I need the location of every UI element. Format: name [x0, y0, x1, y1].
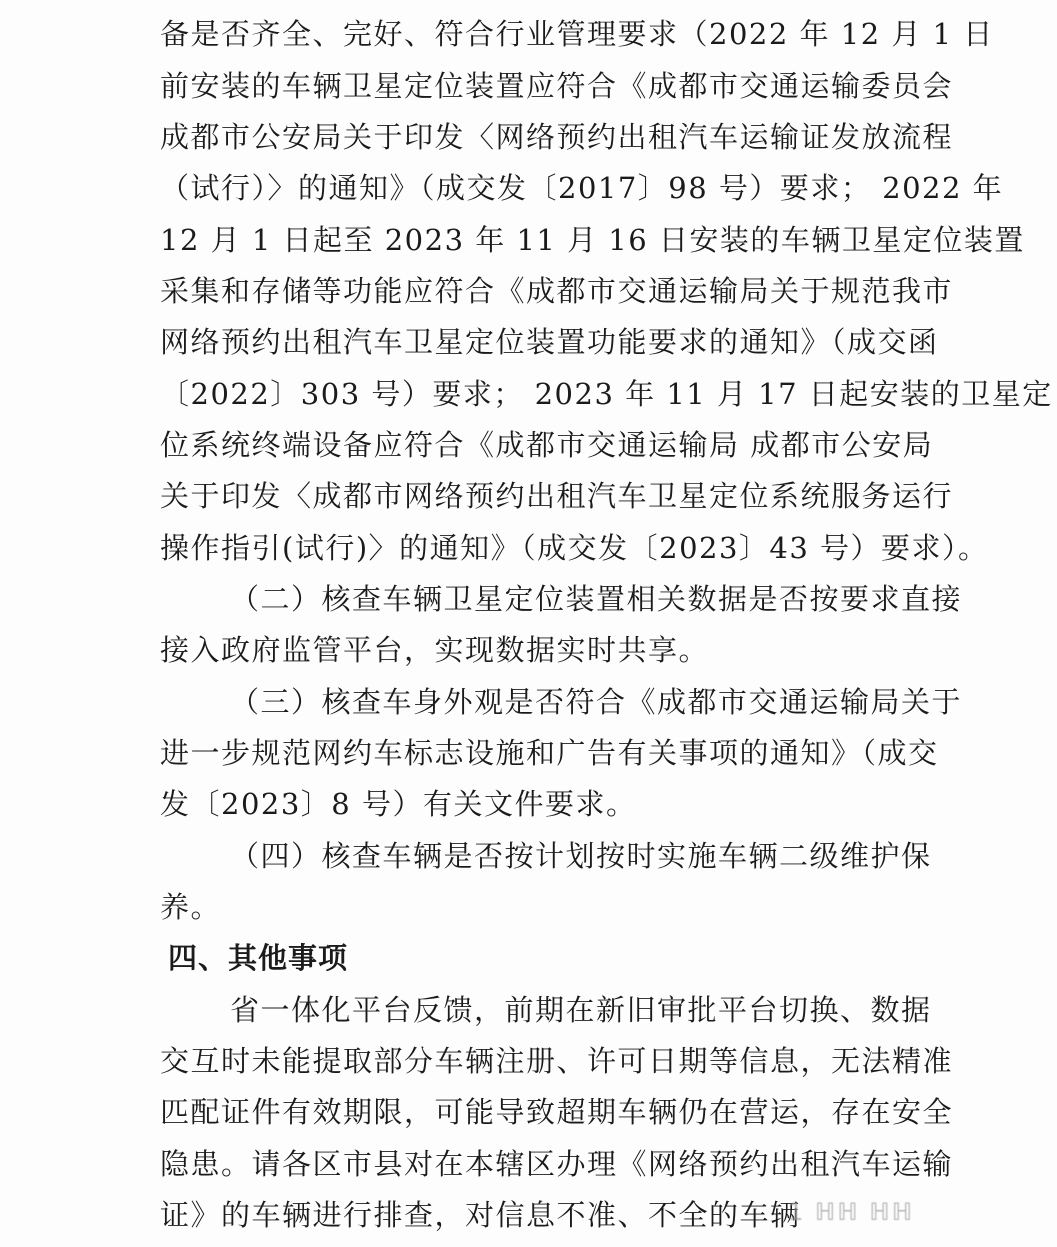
paragraph-line: 成都市公安局关于印发〈网络预约出租汽车运输证发放流程 — [160, 120, 954, 154]
paragraph-line: （试行）〉的通知》（成交发〔2017〕98 号）要求； 2022 年 — [160, 171, 1004, 205]
paragraph-line: 进一步规范网约车标志设施和广告有关事项的通知》（成交 — [160, 736, 939, 770]
paragraph-line: （三）核查车身外观是否符合《成都市交通运输局关于 — [230, 685, 963, 719]
paragraph-line: 备是否齐全、完好、符合行业管理要求（2022 年 12 月 1 日 — [160, 17, 994, 51]
paragraph-line: 交互时未能提取部分车辆注册、许可日期等信息，无法精准 — [160, 1044, 954, 1078]
paragraph-line: 〔2022〕303 号）要求； 2023 年 11 月 17 日起安装的卫星定 — [160, 377, 1053, 411]
paragraph-line: 养。 — [160, 890, 222, 924]
paragraph-line: 接入政府监管平台，实现数据实时共享。 — [160, 633, 710, 667]
paragraph-line: 发〔2023〕8 号）有关文件要求。 — [160, 787, 637, 821]
paragraph-line: 前安装的车辆卫星定位装置应符合《成都市交通运输委员会 — [160, 69, 954, 103]
watermark: 1 ℍℍ ℍℍ — [788, 1198, 915, 1226]
paragraph-line: 关于印发〈成都市网络预约出租汽车卫星定位系统服务运行 — [160, 479, 954, 513]
paragraph-line: 隐患。请各区市县对在本辖区办理《网络预约出租汽车运输 — [160, 1147, 954, 1181]
paragraph-line: 证》的车辆进行排查，对信息不准、不全的车辆 — [160, 1198, 801, 1232]
paragraph-line: 采集和存储等功能应符合《成都市交通运输局关于规范我市 — [160, 274, 954, 308]
paragraph-line: 匹配证件有效期限，可能导致超期车辆仍在营运，存在安全 — [160, 1095, 954, 1129]
paragraph-line: 省一体化平台反馈，前期在新旧审批平台切换、数据 — [230, 993, 932, 1027]
paragraph-line: 12 月 1 日起至 2023 年 11 月 16 日安装的车辆卫星定位装置 — [160, 223, 1025, 257]
paragraph-line: （四）核查车辆是否按计划按时实施车辆二级维护保 — [230, 839, 932, 873]
paragraph-line: 位系统终端设备应符合《成都市交通运输局 成都市公安局 — [160, 428, 934, 462]
paragraph-line: 操作指引(试行)〉的通知》（成交发〔2023〕43 号）要求）。 — [160, 531, 989, 565]
paragraph-line: 网络预约出租汽车卫星定位装置功能要求的通知》（成交函 — [160, 325, 939, 359]
section-heading: 四、其他事项 — [168, 941, 349, 975]
paragraph-line: （二）核查车辆卫星定位装置相关数据是否按要求直接 — [230, 582, 963, 616]
